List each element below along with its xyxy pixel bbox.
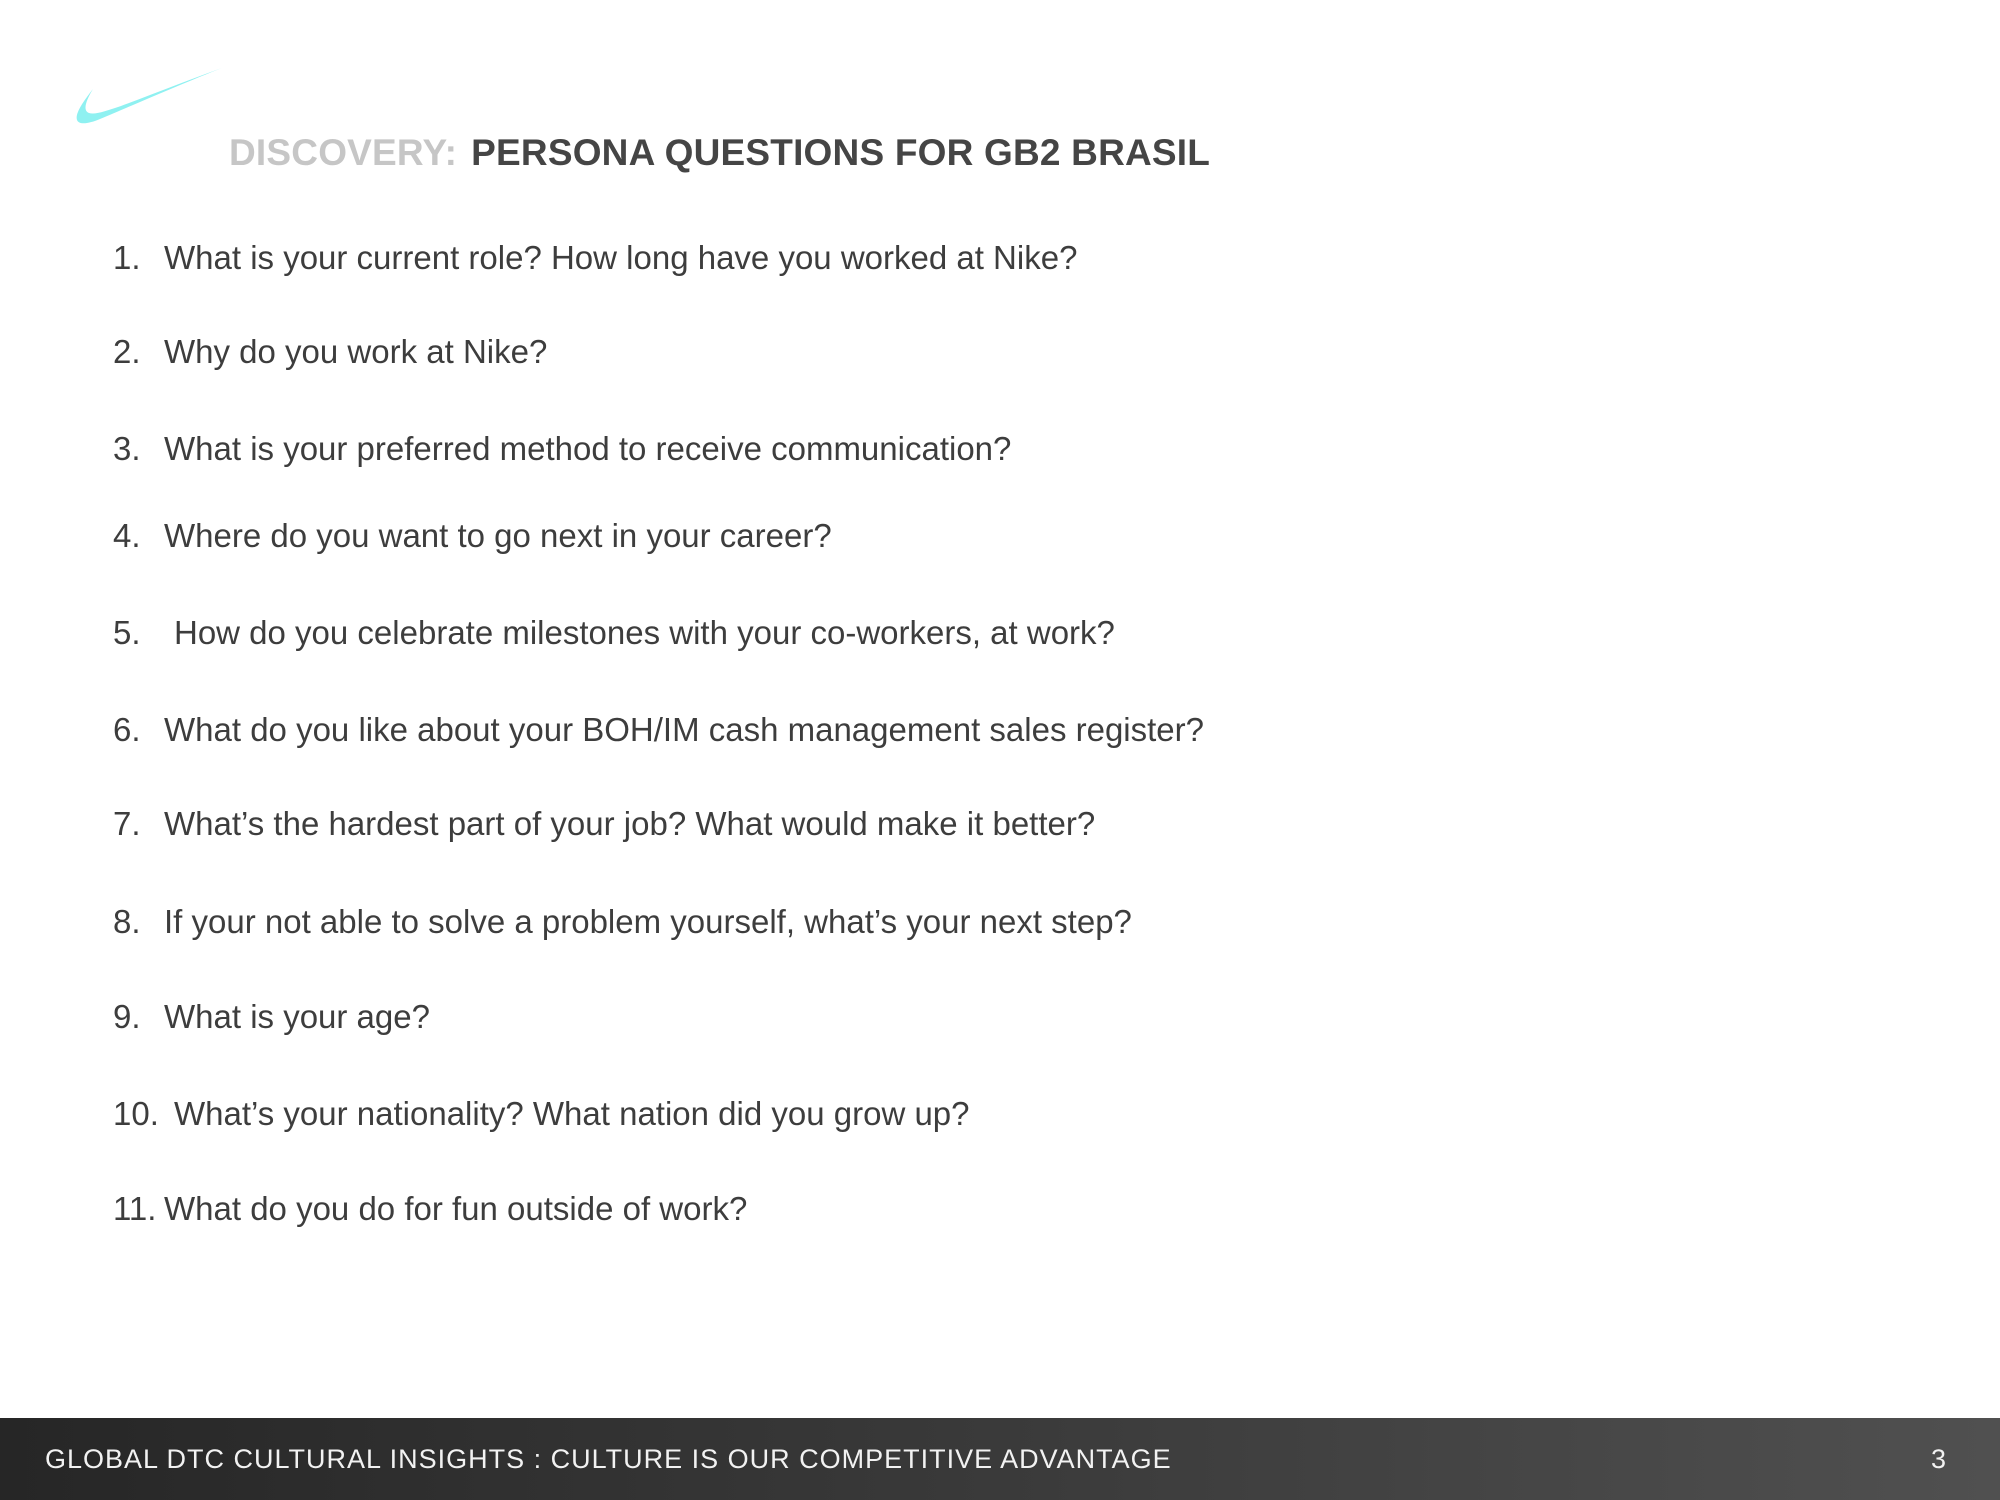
question-item-4 xyxy=(113,516,832,556)
question-text: How do you celebrate milestones with your co-workers, at work? xyxy=(174,614,1115,651)
page-title xyxy=(229,130,1210,176)
question-text: What is your current role? How long have you worked at Nike? xyxy=(164,239,1078,276)
question-text: Why do you work at Nike? xyxy=(164,333,548,370)
question-text: What’s your nationality? What nation did you grow up? xyxy=(174,1095,970,1132)
question-number: 11. xyxy=(113,1190,157,1227)
question-text: Where do you want to go next in your career? xyxy=(164,517,832,554)
question-number: 1. xyxy=(113,239,141,276)
question-item-1 xyxy=(113,238,1077,278)
question-item-10 xyxy=(113,1094,970,1134)
title-main: PERSONA QUESTIONS FOR GB2 BRASIL xyxy=(471,132,1211,173)
question-item-2 xyxy=(113,332,547,372)
page-number: 3 xyxy=(1930,1444,1946,1474)
question-item-5 xyxy=(113,613,1115,653)
question-number: 6. xyxy=(113,711,141,748)
question-text: What do you like about your BOH/IM cash management sales register? xyxy=(164,711,1204,748)
question-item-7 xyxy=(113,804,1095,844)
question-number: 9. xyxy=(113,998,141,1035)
question-number: 10. xyxy=(113,1095,159,1132)
question-number: 7. xyxy=(113,805,141,842)
question-text: If your not able to solve a problem yourself, what’s your next step? xyxy=(164,903,1132,940)
question-item-9 xyxy=(113,997,430,1037)
question-text: What’s the hardest part of your job? What would make it better? xyxy=(164,805,1096,842)
question-number: 4. xyxy=(113,517,141,554)
question-number: 3. xyxy=(113,430,141,467)
question-item-6 xyxy=(113,710,1204,750)
footer-tagline: GLOBAL DTC CULTURAL INSIGHTS : CULTURE IS OUR COMPETITIVE ADVANTAGE xyxy=(45,1444,1172,1474)
question-number: 2. xyxy=(113,333,141,370)
question-item-11 xyxy=(113,1189,747,1229)
footer-bar xyxy=(0,1418,2000,1500)
question-item-3 xyxy=(113,429,1011,469)
question-item-8 xyxy=(113,902,1132,942)
question-number: 5. xyxy=(113,614,141,651)
question-text: What do you do for fun outside of work? xyxy=(164,1190,748,1227)
question-text: What is your age? xyxy=(164,998,430,1035)
question-number: 8. xyxy=(113,903,141,940)
question-text: What is your preferred method to receive communication? xyxy=(164,430,1012,467)
title-prefix: DISCOVERY: xyxy=(229,132,458,173)
swoosh-icon xyxy=(76,68,222,126)
